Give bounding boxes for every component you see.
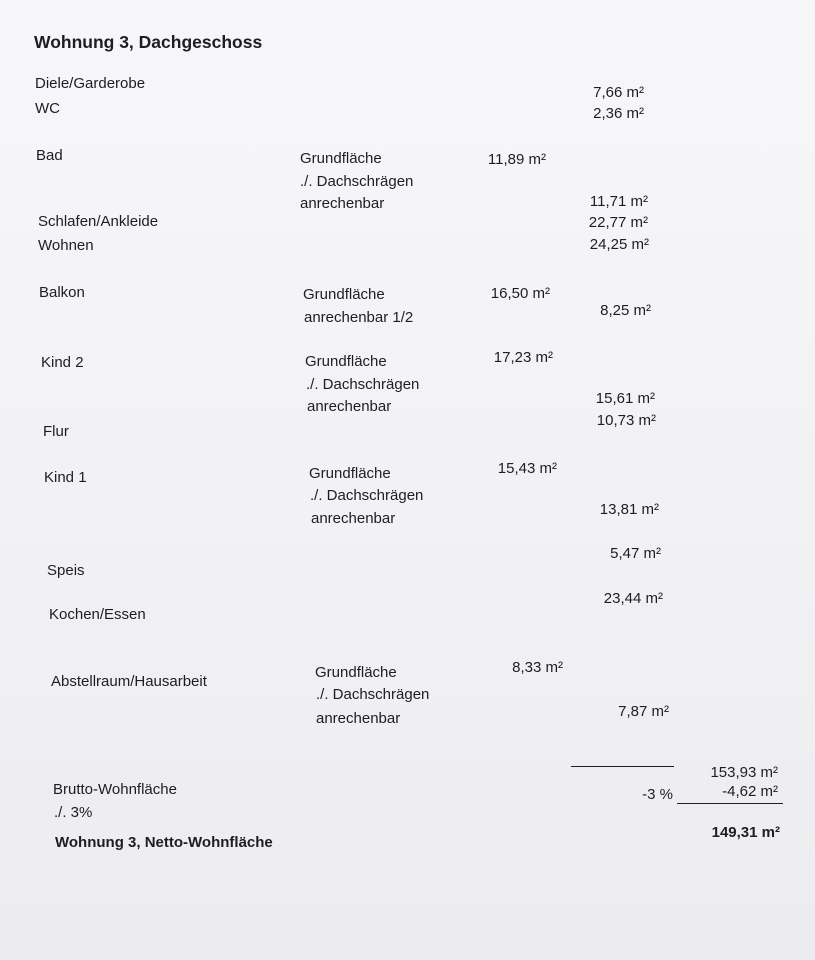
room-name-wc: WC [35,100,60,117]
room-name-kind1: Kind 1 [44,469,87,486]
room-note-balkon-2: anrechenbar 1/2 [304,309,414,326]
room-area-wc: 2,36 m² [593,105,644,122]
netto-label: Wohnung 3, Netto-Wohnfläche [55,834,273,851]
room-gross-abstell: 8,33 m² [512,659,563,676]
room-name-speis: Speis [47,562,85,579]
room-net-kind2: 15,61 m² [595,390,655,407]
room-area-flur: 10,73 m² [596,412,656,429]
room-note-kind1-2: ./. Dachschrägen [310,487,424,504]
deduction-label: ./. 3% [54,804,93,821]
room-gross-balkon: 16,50 m² [490,285,550,302]
room-note-kind1-1: Grundfläche [309,465,391,482]
room-gross-kind1: 15,43 m² [497,460,557,477]
brutto-label: Brutto-Wohnfläche [53,781,177,798]
room-area-speis: 5,47 m² [610,545,661,562]
room-net-balkon: 8,25 m² [600,302,651,319]
room-area-schlafen: 22,77 m² [588,214,648,231]
room-name-kind2: Kind 2 [41,354,84,371]
room-note-bad-3: anrechenbar [300,195,385,212]
room-name-bad: Bad [36,147,63,164]
room-name-kochen: Kochen/Essen [49,606,146,623]
room-area-wohnen: 24,25 m² [589,236,649,253]
room-note-balkon-1: Grundfläche [303,286,385,303]
room-note-abstell-2: ./. Dachschrägen [316,686,430,703]
room-note-kind2-1: Grundfläche [305,353,387,370]
room-name-wohnen: Wohnen [38,237,94,254]
room-name-flur: Flur [43,423,69,440]
room-name-diele: Diele/Garderobe [35,75,146,92]
netto-value: 149,31 m² [711,824,780,841]
room-note-abstell-3: anrechenbar [316,710,401,727]
brutto-value: 153,93 m² [710,764,778,781]
room-note-abstell-1: Grundfläche [315,664,397,681]
room-gross-bad: 11,89 m² [487,151,546,168]
room-name-abstell: Abstellraum/Hausarbeit [51,673,207,690]
room-note-kind2-2: ./. Dachschrägen [306,376,420,393]
room-net-abstell: 7,87 m² [618,703,669,720]
room-net-bad: 11,71 m² [589,193,648,210]
room-name-schlafen: Schlafen/Ankleide [38,213,159,230]
page-title: Wohnung 3, Dachgeschoss [34,32,263,52]
deduction-value: -4,62 m² [722,783,778,800]
total-rule [677,803,783,804]
room-area-kochen: 23,44 m² [603,590,663,607]
room-note-kind2-3: anrechenbar [307,398,392,415]
room-name-balkon: Balkon [39,284,85,301]
room-area-diele: 7,66 m² [593,84,644,101]
room-note-bad-2: ./. Dachschrägen [300,173,414,190]
room-net-kind1: 13,81 m² [599,501,659,518]
room-note-kind1-3: anrechenbar [311,510,396,527]
room-note-bad-1: Grundfläche [300,150,382,167]
room-gross-kind2: 17,23 m² [493,349,553,366]
deduction-percent: -3 % [642,786,673,803]
